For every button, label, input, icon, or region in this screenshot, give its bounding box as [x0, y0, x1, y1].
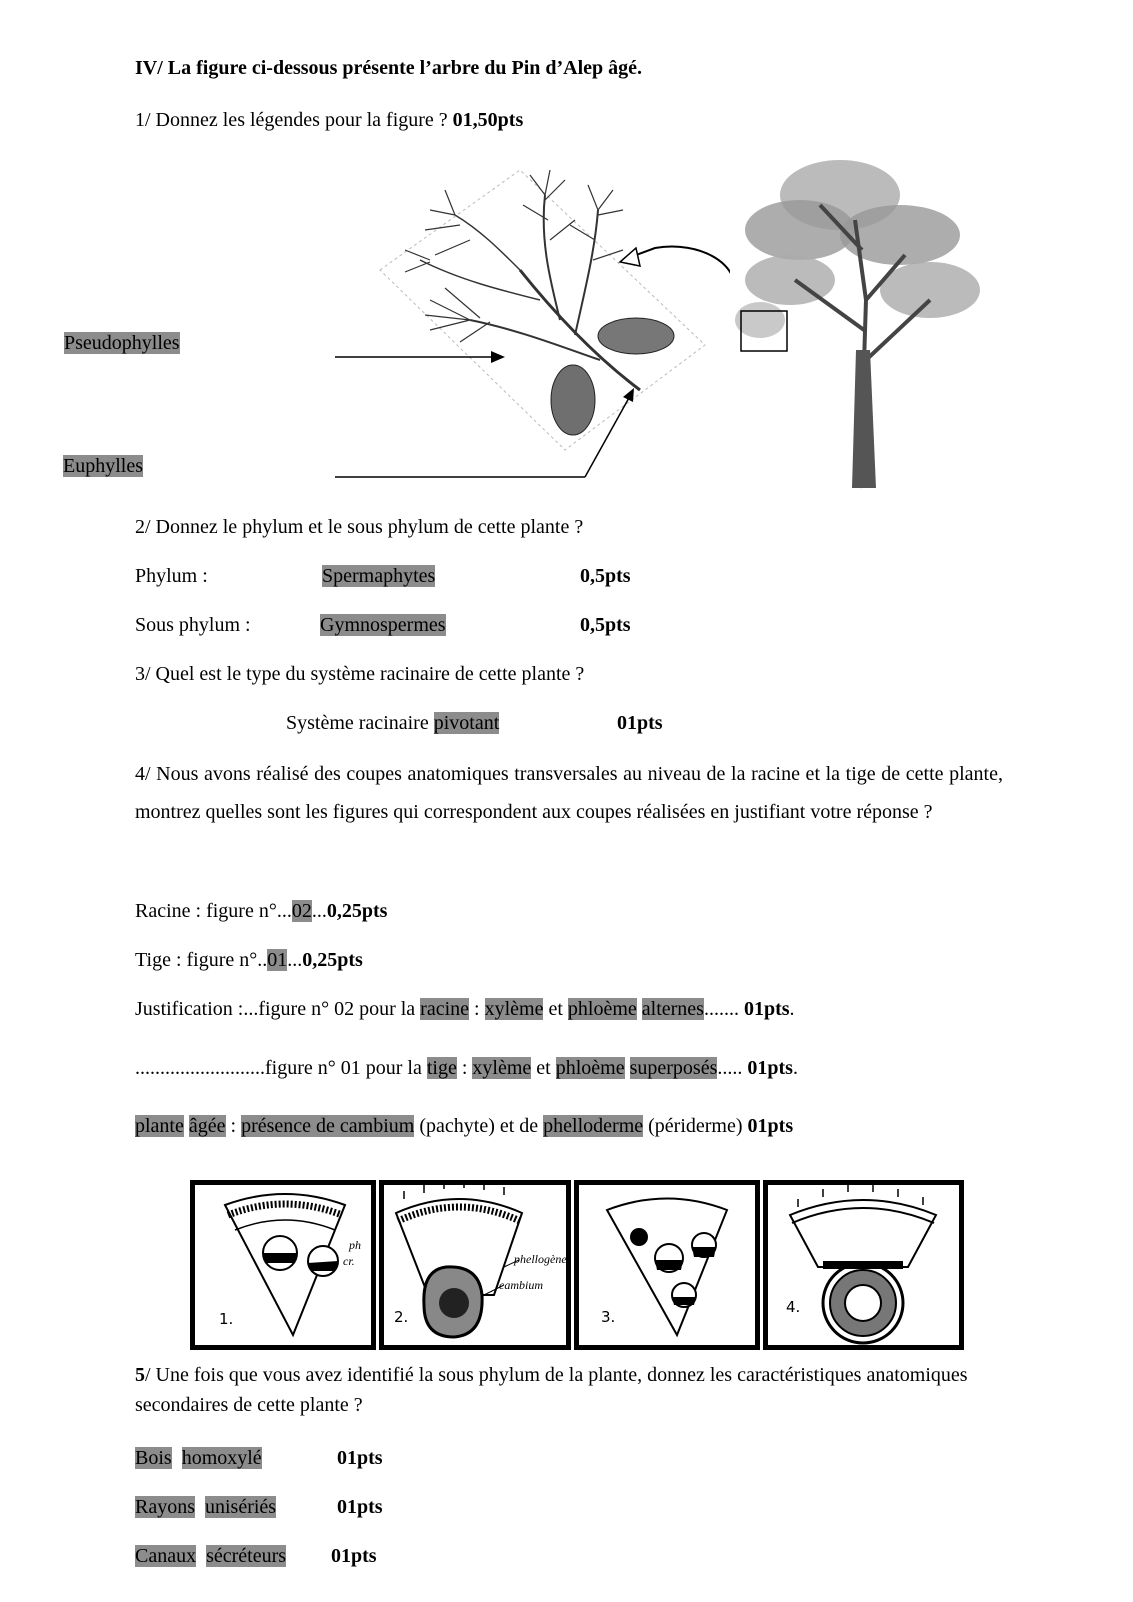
- figure-1-label-cr: cr.: [343, 1254, 355, 1268]
- justification-3: plante âgée : présence de cambium (pachyte) et de phelloderme (périderme) 01pts: [135, 1115, 794, 1137]
- justification-1: Justification :...figure n° 02 pour la racine : xylème et phloème alternes....... 01pts.: [135, 998, 795, 1020]
- answer-canaux: Canaux sécréteurs: [135, 1545, 287, 1567]
- pine-illustration: [0, 0, 1133, 500]
- pine-tree: [730, 155, 995, 488]
- section-figure-1: [190, 1180, 376, 1350]
- sous-phylum-label: Sous phylum :: [135, 614, 251, 636]
- racine-answer: Racine : figure n°...02...0,25pts: [135, 900, 388, 922]
- page-title: IV/ La figure ci-dessous présente l’arbre du Pin d’Alep âgé.: [135, 57, 643, 79]
- question-2: 2/ Donnez le phylum et le sous phylum de cette plante ?: [135, 516, 584, 538]
- phylum-points: 0,5pts: [580, 565, 631, 587]
- figure-3-number: 3.: [601, 1308, 616, 1326]
- label-pseudophylles: Pseudophylles: [64, 332, 180, 354]
- answer-rayons-points: 01pts: [337, 1496, 383, 1518]
- section-figure-4: [763, 1180, 964, 1350]
- tige-answer: Tige : figure n°..01...0,25pts: [135, 949, 363, 971]
- section-figure-2: [379, 1180, 571, 1350]
- label-euphylles: Euphylles: [63, 455, 143, 477]
- figure-1-number: 1.: [219, 1310, 234, 1328]
- figure-1-label-ph: ph: [349, 1238, 361, 1252]
- section-figure-3: [574, 1180, 760, 1350]
- answer-rayons: Rayons unisériés: [135, 1496, 277, 1518]
- sous-phylum-points: 0,5pts: [580, 614, 631, 636]
- q3-answer: Système racinaire pivotant: [286, 712, 500, 734]
- figure-2-label-phellogene: phellogène: [514, 1252, 567, 1266]
- question-4: 4/ Nous avons réalisé des coupes anatomiques transversales au niveau de la racine et la tige de cette plante, montrez quelles sont les figures qui correspondent aux coupes réalisées en justifiant votre réponse ?: [135, 763, 1003, 823]
- justification-2: ..........................figure n° 01 pour la tige : xylème et phloème superposés..... 01pts.: [135, 1057, 798, 1079]
- answer-bois: Bois homoxylé: [135, 1447, 262, 1469]
- answer-canaux-points: 01pts: [331, 1545, 377, 1567]
- question-5: 5/ Une fois que vous avez identifié la sous phylum de la plante, donnez les caractéristiques anatomiques secondaires de cette plante ?: [135, 1364, 968, 1416]
- sous-phylum-value: Gymnospermes: [320, 614, 446, 636]
- phylum-label: Phylum :: [135, 565, 208, 587]
- question-1: 1/ Donnez les légendes pour la figure ? 01,50pts: [135, 109, 524, 131]
- figure-2-label-cambium: cambium: [499, 1278, 543, 1292]
- figure-2-number: 2.: [394, 1308, 409, 1326]
- question-3: 3/ Quel est le type du système racinaire de cette plante ?: [135, 663, 585, 685]
- figure-4-number: 4.: [786, 1298, 801, 1316]
- q3-points: 01pts: [617, 712, 663, 734]
- answer-bois-points: 01pts: [337, 1447, 383, 1469]
- phylum-value: Spermaphytes: [322, 565, 436, 587]
